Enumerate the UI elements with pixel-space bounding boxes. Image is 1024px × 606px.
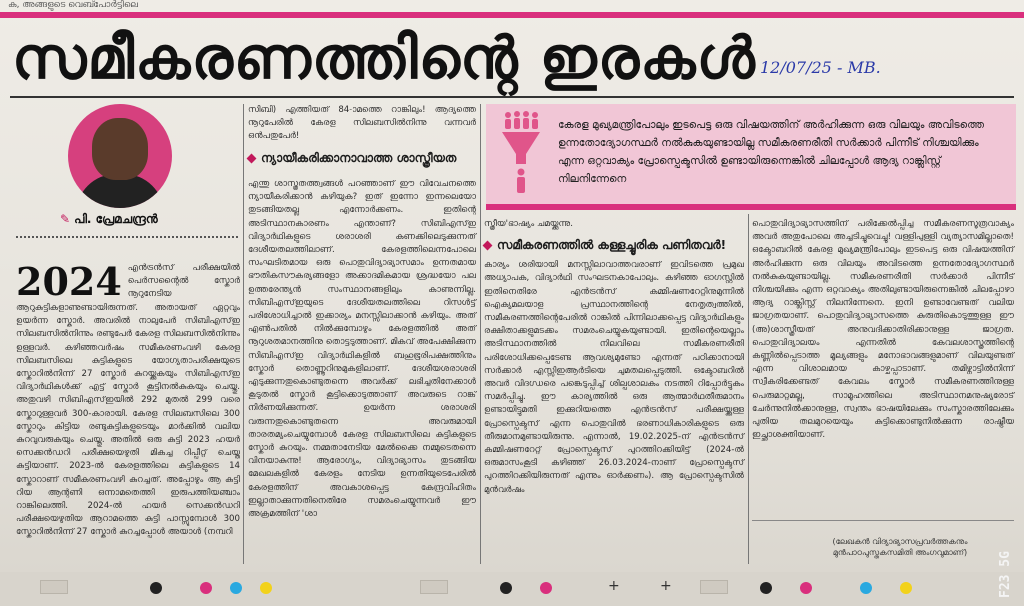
bullet-icon (247, 153, 257, 163)
pull-quote-underline (486, 204, 1016, 210)
subhead-fake-formula (484, 237, 744, 253)
registration-cross: + (608, 578, 620, 594)
registration-dot-cyan (230, 582, 242, 594)
author-face (92, 118, 148, 180)
camera-watermark: F23 5G (998, 551, 1013, 598)
registration-dot-magenta (200, 582, 212, 594)
byline-divider (16, 236, 238, 238)
column-divider (243, 104, 244, 564)
author-footnote: (ലേഖകൻ വിദ്യാഭ്യാസപ്രവർത്തകനും മുൻപാഠപുസ്തകസമിതി അംഗവുമാണ്) (832, 537, 968, 557)
column-divider (748, 214, 749, 564)
article-column-3 (484, 218, 744, 568)
author-name: പി. പ്രേമചന്ദ്രൻ (74, 212, 158, 226)
registration-dot-yellow (900, 582, 912, 594)
author-byline (60, 212, 158, 227)
bullet-icon (483, 241, 493, 251)
column-4-text: പൊതുവിദ്യാഭ്യാസത്തിന് പരിക്കേൽപ്പിച്ച സമീകരണസൂത്രവാക്യം അവർ അതുപോലെ അച്ചടിച്ചുവെച്ചു! വള്ളിപുള്ളി വ്യത്യാസമില്ലാതെ! ഒക്ടോബറിൽ കേരള മുഖ്യമന്ത്രിപോലും ഇടപെട്ട ഒരു വിഷയത്തിന് അർഹിക്കുന്ന ഒരു വിലയും അവിടത്തെ ഉന്നതോദ്യോഗസ്ഥർ നൽകുകയുണ്ടായില്ല. സമീകരണരീതി സർക്കാർ പിന്നീട് നിശ്ചയിക്കും എന്ന ഒറ്റവാക്യം അതിലുണ്ടായിരുന്നെങ്കിൽ ചിലപ്പോഴാ ആദ്യ റാങ്ക്ലിസ്റ്റ് നിലനിന്നേനെ. ഇനി ഉണ്ടാവേണ്ടത് വലിയ ജാഗ്രതയാണ്. പൊതുവിദ്യാഭ്യാസത്തെ കുരുതികൊടുത്തുള്ള ഈ (അ)ശാസ്ത്രീയത് അനുവദിക്കാതിരിക്കാനുള്ള ജാഗ്രത. പൊതുവിദ്യാലയം എന്നതിൽ കേവലശാസ്ത്രത്തിന്റെ കണ്ണിൽപ്പെടാത്ത മൂല്യങ്ങളും മനോഭാവങ്ങളുമാണ് വിലയുണ്ടത് എന്ന വിശാലമായ കാഴ്ചപ്പാടാണ്. തമിഴ്നാട്ടിൽനിന്ന് സ്വീകരിക്കേണ്ടത് കേവലം സ്കോർ സമീകരണത്തിനുള്ള പെരുമാറ്റമല്ല, സാമൂഹത്തിലെ അടിസ്ഥാനമനുഷ്യരോട് ചേർന്നുനിൽക്കാനുള്ള, സ്വന്തം ഭാഷയിലേക്കും സംസ്കാരത്തിലേക്കും പുതിയ തലമുറയെയും കുട്ടിക്കൊണ്ടുനിൽക്കുന്ന രാഷ്ട്രീയ ഇച്ഛാശക്തിയാണ്. (752, 219, 1014, 441)
registration-dot-black (150, 582, 162, 594)
pull-quote-text: കേരള മുഖ്യമന്ത്രിപോലും ഇടപെട്ട ഒരു വിഷയത്തിന് അർഹിക്കുന്ന ഒരു വിലയും അവിടത്തെ ഉന്നതോദ്യോഗസ്ഥർ നൽകുകയുണ്ടായില്ല സമീകരണരീതി സർക്കാർ പിന്നീട് നിശ്ചയിക്കും എന്ന ഒറ്റവാക്യം പ്രോസ്പെക്ടസിൽ ഉണ്ടായിരുന്നെങ്കിൽ ചിലപ്പോൾ ആദ്യ റാങ്ക്ലിസ്റ്റ് നിലനിന്നേനെ (558, 119, 985, 185)
registration-dot-magenta (540, 582, 552, 594)
subhead-scientific-text: ന്യായീകരിക്കാനാവാത്ത ശാസ്ത്രീയത (261, 150, 457, 165)
registration-dot-yellow (260, 582, 272, 594)
registration-dot-magenta (800, 582, 812, 594)
column-2-intro: സിബി) എത്തിയത് 84-ാമത്തെ റാങ്കിലും! ആദ്യത്തെ നൂറുപേരിൽ കേരള സിലബസിൽനിന്നു വന്നവർ ഒൻപതുപേർ! (248, 105, 476, 142)
article-column-1 (16, 259, 240, 562)
registration-square (420, 580, 448, 594)
funnel-people-icon (500, 110, 542, 196)
author-photo (68, 104, 172, 208)
column-2-text: എന്തു ശാസ്ത്രതത്ത്വങ്ങൾ പറഞ്ഞാണ് ഈ വിവേചനത്തെ ന്യായീകരിക്കാൻ കഴിയുക? ഇത് ഇന്നോ ഇന്നലെയോ തുടങ്ങിയതല്ല എന്നോർക്കണം. ഇതിന്റെ അടിസ്ഥാനകാരണം എന്താണ്? സിബിഎസ്ഇ വിദ്യാർഥികളുടെ ശരാശരി കണക്കിലെടുക്കുന്നത് ദേശീയതലത്തിലാണ്. കേരളത്തിലെന്നപോലെ സംഘടിതമായ ഒരു പൊതുവിദ്യാഭ്യാസമാം ഉന്നതമായ ഭൗതികസൗകര്യങ്ങളോ അക്കാദമികമായ ശ്രദ്ധയോ പല ഉത്തരേന്ത്യൻ സംസ്ഥാനങ്ങളിലും കാണുന്നില്ല. സിബിഎസ്ഇയുടെ ദേശീയതലത്തിലെ റിസൾട്ട് പരിശോധിച്ചാൽ ഇക്കാര്യം മനസ്സിലാക്കാൻ കഴിയും. അത് എൺപതിൽ നിൽക്കുമ്പോഴും കേരളത്തിൽ അത് നൂറുശതമാനത്തിനു തൊട്ടടുത്താണ്. മികവ് അപേക്ഷിക്കുന്ന സിബിഎസ്ഇ വിദ്യാർഥികളിൽ ബഹുഭൂരിപക്ഷത്തിനും സ്കോർ തൊണ്ണൂറിനുമുകളിലാണ്. ദേശീയശരാശരി എടുക്കുന്നതുകൊണ്ടുതന്നെ അവർക്ക് ലഭിച്ചതിനേക്കാൾ കൂടുതൽ സ്കോർ കൂട്ടിക്കൊടുത്താണ് അവരുടെ റാങ്ക് നിർണയിക്കുന്നത്. ഉയർന്ന ശരാശരി വരുന്നതുകൊണ്ടുതന്നെ അവരുമായി താരതമ്യംചെയ്യുമ്പോൾ കേരള സിലബസിലെ കുട്ടികളുടെ സ്കോർ കുറയും. നമ്മതാനേടിയ മേൽക്കൈ നമ്മുടെതന്നെ വിനയാകുന്നു! ആരോഗ്യം, വിദ്യാഭ്യാസം തുടങ്ങിയ മേഖലകളിൽ കേരളം നേടിയ ഉന്നതിയുടെപേരിൽ കേരളത്തിന് അവകാശപ്പെട്ട കേന്ദ്രവിഹിതം ഇല്ലാതാക്കുന്നതിനെതിരേ സമരംചെയ്യുന്നവർ ഈ അക്രമത്തിന് 'ശാ (248, 179, 476, 520)
headline-rule (10, 96, 1014, 98)
registration-square (40, 580, 68, 594)
column-3-text: കാര്യം ശരിയായി മനസ്സിലാവാത്തവരാണ് ഇവിടത്തെ പ്രമുഖ അധ്യാപക, വിദ്യാർഥി സംഘടനകാപോലും. കഴിഞ്ഞ ഓഗസ്റ്റിൽ ഇതിനെതിരേ എൻട്രൻസ് കമ്മിഷണറേറ്റിനുമുന്നിൽ ഐക്യമലയാള പ്രസ്ഥാനത്തിന്റെ നേതൃത്വത്തിൽ, സമീകരണത്തിന്റെപേരിൽ റാങ്കിൽ പിന്നിലാക്കപ്പെട്ട വിദ്യാർഥികളും രക്ഷിതാക്കളുമടക്കം സമരംചെയ്യുകയുണ്ടായി. ഇതിന്റെയെല്ലാം അടിസ്ഥാനത്തിൽ നിലവിലെ സമീകരണരീതി പരിശോധിക്കപ്പെടേണ്ട ആവശ്യമുണ്ടോ എന്നത് പഠിക്കാനായി സർക്കാർ എസ്സിഇആർടിയെ ചുമതലപ്പെടുത്തി. ഒക്ടോബറിൽ അവർ വിദഗ്ധരെ പങ്കെടുപ്പിച്ച് ശില്പശാലകം നടത്തി റിപ്പോർട്ടുകം സമർപ്പിച്ചു. ഈ കാര്യത്തിൽ ഒരു ആത്മാർഥതീരുമാനം ഉണ്ടായിട്ടുമതി ഇക്കുറിയത്തെ എൻട്രൻസ് പരീക്ഷയ്ക്കുള്ള പ്രോസ്പെക്ടസ് എന്ന പൊതുവിൽ ഭരണാധികാരികളുടെ ഒരു തീരുമാനമുണ്ടായിരുന്നു. എന്നാൽ, 19.02.2025-ന് എൻട്രൻസ് കമ്മിഷണറേറ്റ് പ്രോസ്പെക്ടസ് പുറത്തിറക്കിയിട്ട് (2024-ൽ ഒരുമാസംകൂടി കഴിഞ്ഞ് 26.03.2024-നാണ് പ്രോസ്പെക്ടസ് പുറത്തിറക്കിയിരുന്നത് എന്നും ഓർക്കണം). ആ പ്രോസ്പെക്ടസിൽ മുൻവർഷം (484, 260, 744, 495)
masthead-strip: ക, അങ്ങളുടെ വെബ്പോർട്ടിലെ (8, 0, 138, 10)
pen-icon: ✎ (60, 212, 71, 226)
article-column-4 (752, 218, 1014, 518)
article-column-2-intro (248, 104, 476, 172)
subhead-scientific (248, 150, 476, 166)
column-1-text: എൻട്രൻസ് പരീക്ഷയിൽ പെർസന്റൈൽ സ്കോർ നൂറുനേടിയ ആറുകുട്ടികളാണുണ്ടായിരുന്നത്. അതായത് ഏറ്റവും ഉയർന്ന സ്കോർ. അവരിൽ നാലുപേർ സിബിഎസ്ഇ സിലബസിൽനിന്നും രണ്ടുപേർ കേരള സിലബസിൽനിന്നും ഉള്ളവർ. കഴിഞ്ഞവർഷം സമീകരണംവഴി കേരള സിലബസിലെ കുട്ടികളുടെ യോഗ്യതാപരീക്ഷയുടെ സ്കോറിൽനിന്ന് 27 സ്കോർ കുറയ്ക്കുകയും സിബിഎസ്ഇ വിദ്യാർഥികൾക്ക് എട്ട് സ്കോർ കൂട്ടിനൽകുകയും ചെയ്തു. അതുവഴി സിബിഎസ്ഇയിൽ 292 മുതൽ 299 വരെ സ്കോറുള്ളവർ 300-കാരായി. കേരള സിലബസിലെ 300 സ്കോറും കിട്ടിയ രണ്ടുകുട്ടികളുടെയും മാർക്കിൽ വലിയ കുറവുവരുകയും ചെയ്തു. അതിൽ ഒരു കുട്ടി 2023 ഹയർ സെക്കൻഡറി പരീക്ഷയെഴുതി മികച്ച റിപ്പീറ്റ് ചെയ്ത കുട്ടിയാണ്. 2023-ൽ കേരളത്തിലെ കുട്ടികളുടെ 14 സ്കോറാണ് സമീകരണംവഴി കുറച്ചത്. അപ്പോഴും ആ കുട്ടി റിയ ആന്റണി ഒന്നാമതെത്തി ഇരുപത്തിയഞ്ചാം റാങ്കിലെത്തി. 2024-ൽ ഹയർ സെക്കൻഡറി പരീക്ഷയെഴുതിയ ആറാമത്തെ കുട്ടി പാസ്സുമ്പോൾ 300 സ്കോറിൽനിന്ന് 27 സ്കോർ കുറച്ചപ്പോൾ അയാൾ (നമ്പറി (16, 263, 240, 538)
column-divider (480, 104, 481, 564)
registration-cross: + (660, 578, 672, 594)
subhead-fake-formula-text: സമീകരണത്തിൽ കള്ളച്ചൂരിക പണിതവർ! (497, 238, 727, 253)
registration-square (700, 580, 728, 594)
headline: സമീകരണത്തിന്റെ ഇരകൾ (12, 24, 756, 92)
registration-dot-black (500, 582, 512, 594)
handwritten-date-note: 12/07/25 - MB. (760, 58, 881, 77)
footnote-rule (752, 520, 1014, 521)
registration-dot-cyan (860, 582, 872, 594)
lead-number: 2024 (16, 259, 122, 304)
registration-dot-black (760, 582, 772, 594)
article-column-2 (248, 178, 476, 568)
column-3-intro: സ്ത്രീയ'ഭാഷ്യം ചമയ്ക്കുന്നു. (484, 219, 573, 229)
pull-quote-box (486, 104, 1016, 204)
masthead-pink-bar (0, 12, 1024, 18)
